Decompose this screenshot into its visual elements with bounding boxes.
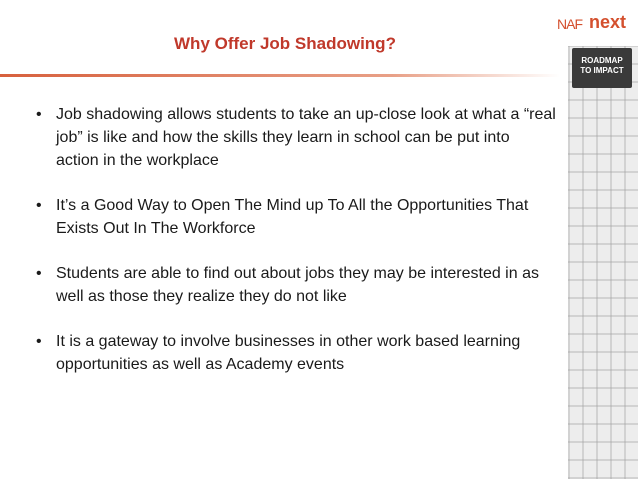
bullet-item — [36, 194, 556, 240]
bullet-icon: • — [36, 197, 42, 214]
bullet-text: It’s a Good Way to Open The Mind up To All the Opportunities That Exists Out In The Workforce — [56, 197, 529, 237]
brand-logo — [522, 6, 630, 46]
brand-suffix: next — [588, 12, 626, 32]
title-divider — [0, 74, 560, 77]
slide-title: Why Offer Job Shadowing? — [174, 34, 396, 53]
bullet-icon: • — [36, 265, 42, 282]
bullet-icon: • — [36, 106, 42, 123]
bullet-text: It is a gateway to involve businesses in other work based learning opportunities as well as Academy events — [56, 333, 521, 373]
badge-line-2: TO IMPACT — [580, 66, 624, 75]
map-strip-decoration — [568, 46, 638, 479]
brand-prefix: NAF — [557, 16, 582, 32]
bullet-text: Students are able to find out about jobs they may be interested in as well as those they realize they do not like — [56, 265, 539, 305]
badge-line-1: ROADMAP — [581, 56, 623, 65]
bullet-list — [36, 103, 556, 398]
bullet-item — [36, 262, 556, 308]
bullet-item — [36, 103, 556, 172]
bullet-icon: • — [36, 333, 42, 350]
roadmap-badge-label — [576, 56, 628, 76]
bullet-item — [36, 330, 556, 376]
bullet-text: Job shadowing allows students to take an up-close look at what a “real job” is like and how the skills they learn in school can be put into action in the workplace — [56, 106, 556, 169]
